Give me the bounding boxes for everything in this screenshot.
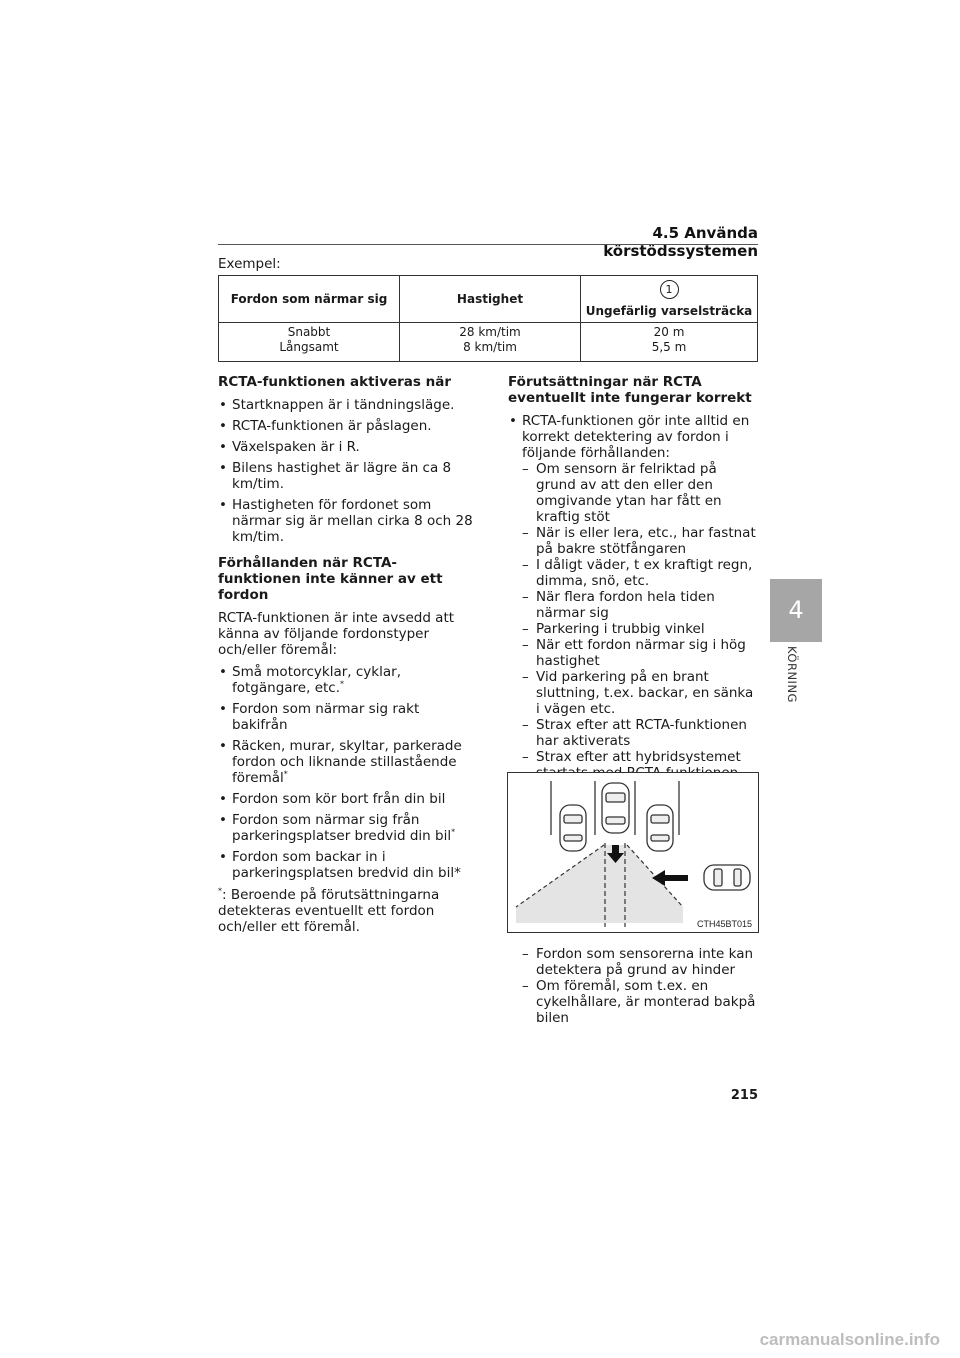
chapter-tab: 4 bbox=[770, 579, 822, 642]
not-detected-list bbox=[218, 664, 478, 881]
list-item: – Strax efter att hybridsystemet bbox=[522, 749, 758, 797]
example-label: Exempel: bbox=[218, 256, 281, 272]
condition-list-2 bbox=[508, 946, 758, 1026]
list-item: • Fordon som kör bort från din bil bbox=[218, 791, 478, 807]
list-item: – Fordon som sensorerna inte kan detektera på grund av hinder bbox=[522, 946, 758, 978]
table-cell: Snabbt bbox=[219, 323, 400, 341]
list-item: – När flera fordon hela tiden närmar sig bbox=[522, 589, 758, 621]
section-title: 4.5 Använda körstödssystemen bbox=[603, 224, 758, 260]
table-row bbox=[219, 323, 758, 341]
figure-code: CTH45BT015 bbox=[696, 919, 752, 929]
page-number: 215 bbox=[730, 1088, 758, 1103]
table-row bbox=[219, 340, 758, 362]
list-item: • RCTA-funktionen gör inte alltid en korrekt detektering av fordon i följande förhållanden: bbox=[508, 413, 758, 461]
list-item: • Fordon som backar in i parkeringsplatsen bredvid din bil* bbox=[218, 849, 478, 881]
example-table bbox=[218, 275, 758, 362]
list-item: – Strax efter att RCTA-funktionen har aktiverats bbox=[522, 717, 758, 749]
rcta-illustration bbox=[507, 772, 759, 933]
list-item: • Räcken, murar, skyltar, parkerade fordon och liknande stillastående föremål* bbox=[218, 738, 478, 786]
list-item: – Om föremål, som t.ex. en cykelhållare, är monterad bakpå bilen bbox=[522, 978, 758, 1026]
list-item: • Hastigheten för fordonet som närmar sig är mellan cirka 8 och 28 km/tim. bbox=[218, 497, 478, 545]
watermark: carmanualsonline.info bbox=[759, 1330, 940, 1349]
list-item: • Bilens hastighet är lägre än ca 8 km/tim. bbox=[218, 460, 478, 492]
heading-not-detected: Förhållanden när RCTA-funktionen inte känner av ett fordon bbox=[218, 555, 443, 603]
list-item: • RCTA-funktionen är påslagen. bbox=[218, 418, 478, 434]
list-item: • Fordon som närmar sig rakt bakifrån bbox=[218, 701, 478, 733]
table-cell: 8 km/tim bbox=[400, 340, 581, 362]
right-column bbox=[508, 374, 758, 803]
list-item: • Små motorcyklar, cyklar, fotgängare, etc.* bbox=[218, 664, 478, 696]
activation-list bbox=[218, 397, 478, 545]
parking-diagram bbox=[508, 773, 758, 932]
chapter-label: KÖRNING bbox=[785, 646, 799, 703]
table-header bbox=[581, 276, 758, 323]
table-header: Hastighet bbox=[400, 276, 581, 323]
list-item: • Fordon som närmar sig från parkeringsplatser bredvid din bil* bbox=[218, 812, 478, 844]
list-item: – Vid parkering på en brant sluttning, t.ex. backar, en sänka i vägen etc. bbox=[522, 669, 758, 717]
list-item: • Startknappen är i tändningsläge. bbox=[218, 397, 478, 413]
table-cell: 28 km/tim bbox=[400, 323, 581, 341]
table-cell: Långsamt bbox=[219, 340, 400, 362]
limitations-list bbox=[508, 413, 758, 461]
list-item: – När ett fordon närmar sig i hög hastighet bbox=[522, 637, 758, 669]
header-rule bbox=[218, 244, 758, 245]
heading-limitations: Förutsättningar när RCTA eventuellt inte fungerar korrekt bbox=[508, 374, 752, 406]
list-item: – Om sensorn är felriktad på grund av att den eller den omgivande ytan har fått en kraftig stöt bbox=[522, 461, 758, 525]
list-item: – Parkering i trubbig vinkel bbox=[522, 621, 758, 637]
table-cell: 5,5 m bbox=[581, 340, 758, 362]
callout-marker: 1 bbox=[660, 280, 679, 299]
list-item: – När is eller lera, etc., har fastnat på bakre stötfångaren bbox=[522, 525, 758, 557]
condition-list bbox=[508, 461, 758, 797]
table-header: Fordon som närmar sig bbox=[219, 276, 400, 323]
list-item: – I dåligt väder, t ex kraftigt regn, dimma, snö, etc. bbox=[522, 557, 758, 589]
after-figure-list bbox=[508, 946, 758, 1026]
heading-activation: RCTA-funktionen aktiveras när bbox=[218, 374, 452, 390]
table-cell: 20 m bbox=[581, 323, 758, 341]
left-column bbox=[218, 374, 478, 941]
intro-paragraph: RCTA-funktionen är inte avsedd att känna av följande fordonstyper och/eller föremål: bbox=[218, 610, 455, 658]
table-header-text: Ungefärlig varselsträcka bbox=[585, 304, 753, 318]
footnote: *: Beroende på förutsättningarna detekteras eventuellt ett fordon och/eller ett föremål. bbox=[218, 886, 440, 935]
list-item: • Växelspaken är i R. bbox=[218, 439, 478, 455]
